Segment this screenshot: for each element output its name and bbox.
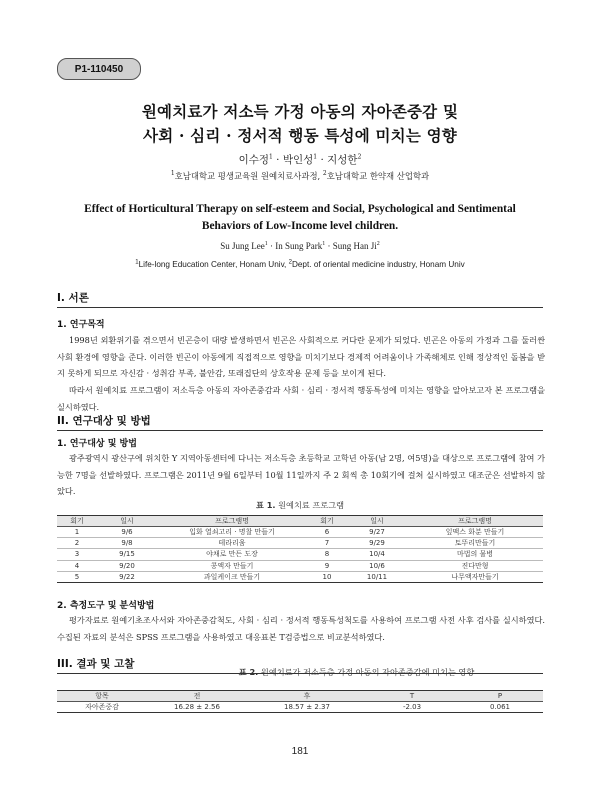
table-cell: 나무액자만들기	[407, 571, 543, 582]
korean-title-line1: 원예치료가 저소득 가정 아동의 자아존중감 및	[141, 102, 459, 121]
table-header-row	[57, 516, 543, 527]
col-header-program: 프로그램명	[157, 516, 307, 527]
table-cell: 10/11	[347, 571, 407, 582]
table-row	[57, 571, 543, 582]
en-author-3: Sung Han Ji	[332, 241, 377, 251]
table-row	[57, 527, 543, 538]
col-header-post: 후	[247, 691, 367, 702]
english-authors: Su Jung Lee$^1$ · In Sung Park$^1$ · Sung Han Ji$^2$	[220, 241, 380, 251]
korean-authors: 이수정$^1$ · 박인성$^1$ · 지성한$^2$	[238, 153, 362, 166]
program-table	[57, 515, 543, 583]
table-row	[57, 538, 543, 549]
col-header-program: 프로그램명	[407, 516, 543, 527]
table-cell: 8	[307, 549, 347, 560]
subsection-heading-subjects: 1. 연구대상 및 방법	[57, 439, 137, 449]
english-title-line1: Effect of Horticultural Therapy on self-esteem and Social, Psychological and Sentimental	[84, 203, 516, 215]
table2-caption	[170, 667, 543, 678]
table-cell: 5	[57, 571, 97, 582]
page-number: 181	[291, 746, 309, 757]
table-cell: 9	[307, 560, 347, 571]
table-cell: 잎맥스 화분 만들기	[407, 527, 543, 538]
table1-caption-text: 원예치료 프로그램	[278, 500, 345, 510]
korean-affiliations: $^1$호남대학교 평생교육원 원예치료사과정, $^2$호남대학교 한약재 산업학과	[170, 170, 430, 181]
col-header-item: 항목	[57, 691, 147, 702]
paragraph-intro-1: 1998년 외환위기를 겪으면서 빈곤층이 대량 발생하면서 빈곤은 사회적으로 커다란 문제가 되었다. 빈곤은 아동의 가정과 그를 둘러싼 사회 환경에 영향을 준다. 이러한 빈곤이 아동에게 직접적으로 영향을 미치기보다 경제적 어려움이나 가족해체로 인해 정상적인 돌봄을 받지 못하게 되므로 자신감 · 성취감 부족, 불안감, 또래집단의 상호작용 문제 등을 보이게 된다.	[57, 335, 545, 378]
table-cell: 과일케이크 만들기	[157, 571, 307, 582]
table-cell: 4	[57, 560, 97, 571]
en-affiliation-2: Dept. of oriental medicine industry, Honam Univ	[291, 260, 465, 269]
col-header-session: 회기	[57, 516, 97, 527]
abstract-code-badge: P1-110450	[57, 58, 141, 80]
table-cell: 입화 열쇠고리 · 명찰 만들기	[157, 527, 307, 538]
en-author-2: In Sung Park	[275, 241, 323, 251]
table2-label: 표 2.	[238, 667, 259, 677]
table2-caption-text: 원예치료가 저소득층 가정 아동의 자아존중감에 미치는 영향	[260, 667, 475, 677]
table-cell: 9/6	[97, 527, 157, 538]
table-cell: 18.57 ± 2.37	[247, 702, 367, 713]
table-cell: 야채로 만든 도장	[157, 549, 307, 560]
table-cell: 진다만형	[407, 560, 543, 571]
en-affiliation-1: Life-long Education Center, Honam Univ,	[138, 260, 287, 269]
table-cell: 10	[307, 571, 347, 582]
korean-title-line2: 사회 · 심리 · 정서적 행동 특성에 미치는 영향	[143, 126, 457, 145]
section-rule	[57, 307, 543, 308]
section-heading-method: II. 연구대상 및 방법	[57, 415, 151, 427]
author-3: 지성한	[327, 154, 358, 166]
paragraph-method-2: 평가자료로 원예기초조사서와 자아존중감척도, 사회 · 심리 · 정서적 행동특성척도를 사용하여 프로그램 사전 사후 검사를 실시하였다. 수집된 자료의 분석은 SPSS 프로그램을 사용하였고 대응표본 T검증법으로 비교분석하였다.	[57, 615, 545, 642]
col-header-pre: 전	[147, 691, 247, 702]
table-header-row	[57, 691, 543, 702]
table1-label: 표 1.	[255, 500, 276, 510]
col-header-date: 일시	[347, 516, 407, 527]
table-cell: 6	[307, 527, 347, 538]
en-author-1: Su Jung Lee	[220, 241, 265, 251]
english-title-line2: Behaviors of Low-Income level children.	[201, 220, 399, 232]
table-cell: 1	[57, 527, 97, 538]
table-row	[57, 702, 543, 713]
table-cell: -2.03	[367, 702, 457, 713]
col-header-t: T	[367, 691, 457, 702]
paragraph-intro-2: 따라서 원예치료 프로그램이 저소득층 아동의 자아존중감과 사회 · 심리 · 정서적 행동특성에 미치는 영향을 알아보고자 본 프로그램을 실시하였다.	[57, 385, 545, 412]
table-cell: 자아존중감	[57, 702, 147, 713]
paragraph-method-1: 광주광역시 광산구에 위치한 Y 지역아동센터에 다니는 저소득층 초등학교 고학년 아동(남 2명, 여5명)을 대상으로 프로그램에 참여 가능한 7명을 선발하였다. 프로그램은 2011년 9월 6일부터 10월 11일까지 주 2 회씩 총 10회기에 걸쳐 실시하였고 대조군은 선발하지 않았다.	[57, 453, 545, 496]
table-cell: 토뚜리만들기	[407, 538, 543, 549]
subsection-heading-measures: 2. 측정도구 및 분석방법	[57, 601, 155, 611]
section-rule	[57, 430, 543, 431]
subsection-heading-purpose: 1. 연구목적	[57, 320, 105, 330]
table-row	[57, 560, 543, 571]
col-header-session: 회기	[307, 516, 347, 527]
table-row	[57, 549, 543, 560]
table1-caption	[57, 500, 543, 511]
author-1: 이수정	[238, 154, 270, 166]
section-heading-results: III. 결과 및 고찰	[57, 658, 135, 670]
col-header-date: 일시	[97, 516, 157, 527]
table-cell: 10/4	[347, 549, 407, 560]
table-cell: 2	[57, 538, 97, 549]
english-affiliations: $^1$Life-long Education Center, Honam Univ, $^2$Dept. of oriental medicine industry, Honam Univ	[135, 259, 465, 269]
author-2: 박인성	[282, 154, 314, 166]
table-cell: 9/15	[97, 549, 157, 560]
affiliation-2: 호남대학교 한약재 산업학과	[326, 171, 430, 181]
table-cell: 0.061	[457, 702, 543, 713]
col-header-p: P	[457, 691, 543, 702]
table-cell: 16.28 ± 2.56	[147, 702, 247, 713]
table-cell: 3	[57, 549, 97, 560]
table-cell: 9/8	[97, 538, 157, 549]
section-heading-intro: I. 서론	[57, 292, 89, 304]
table-cell: 9/22	[97, 571, 157, 582]
self-esteem-table	[57, 690, 543, 713]
table-cell: 콩액자 만들기	[157, 560, 307, 571]
affiliation-1: 호남대학교 평생교육원 원예치료사과정,	[174, 171, 321, 181]
table-cell: 7	[307, 538, 347, 549]
table-cell: 9/27	[347, 527, 407, 538]
table-cell: 10/6	[347, 560, 407, 571]
table-cell: 9/29	[347, 538, 407, 549]
table-cell: 9/20	[97, 560, 157, 571]
table-cell: 테라리움	[157, 538, 307, 549]
table-cell: 마법의 물병	[407, 549, 543, 560]
